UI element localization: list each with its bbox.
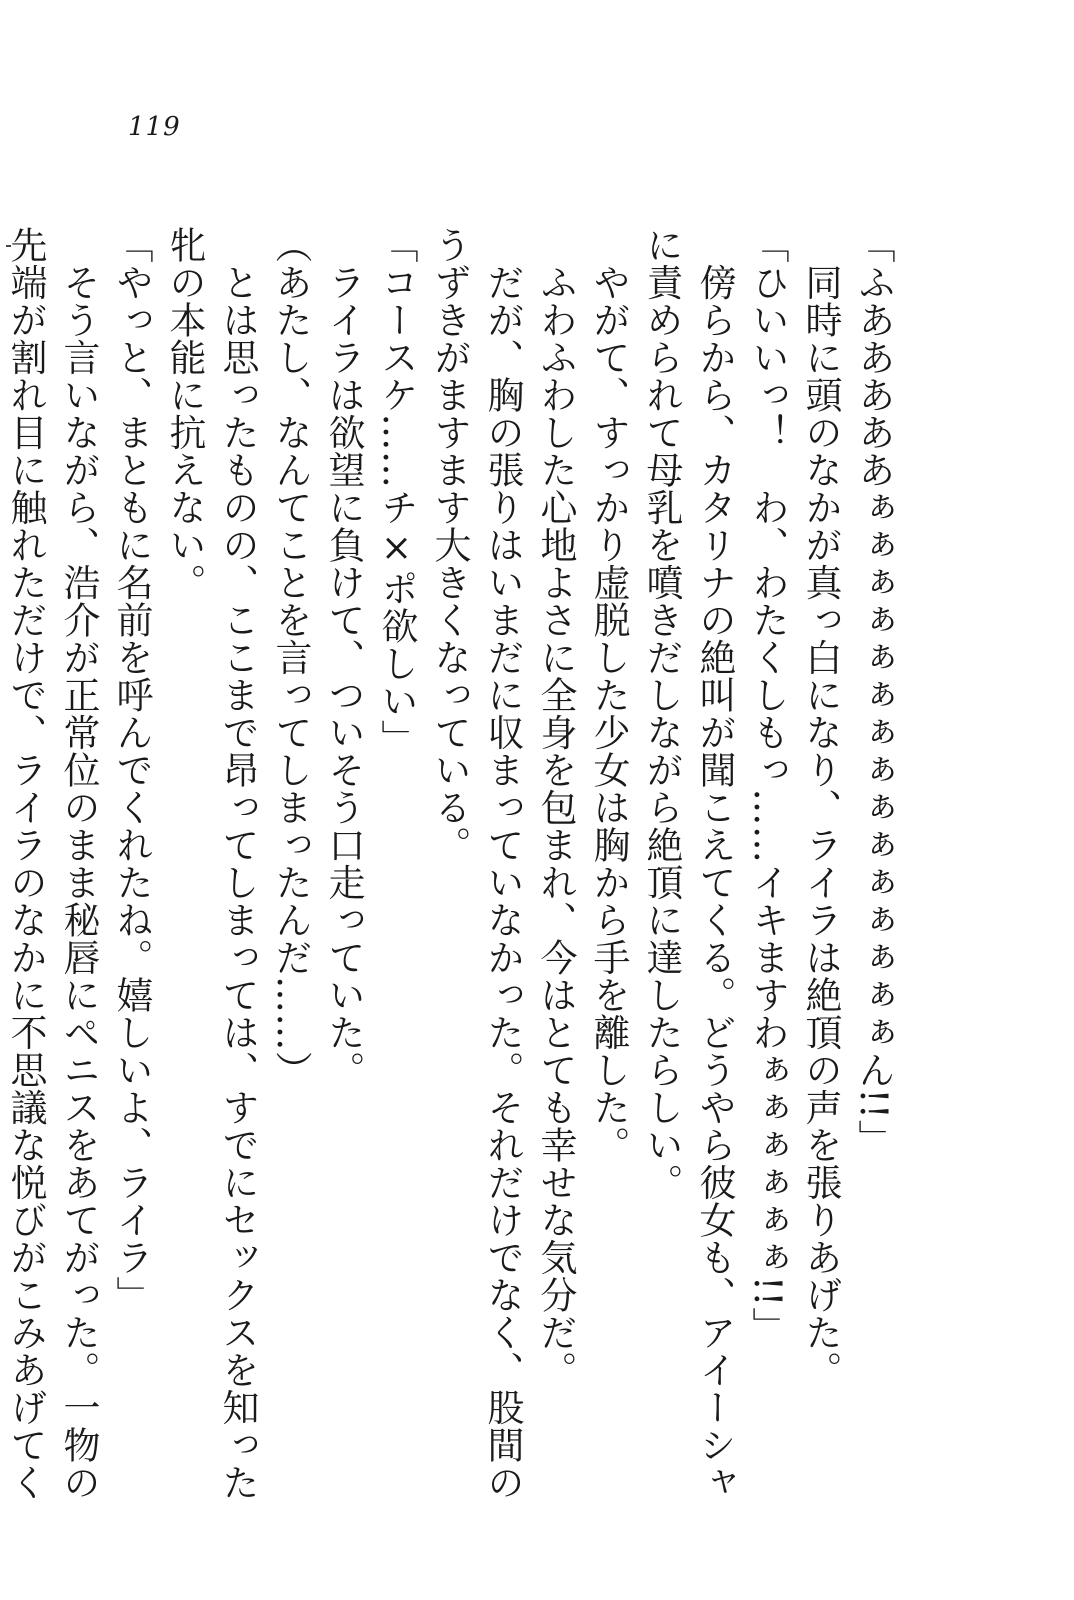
paragraph: 「ひいいっ！ わ、わたくしもっ……イキますわぁぁぁぁぁぁ!!」 (746, 226, 789, 1345)
page-number: 119 (128, 112, 181, 142)
paragraph: ライラは欲望に負けて、ついそう口走っていた。 (322, 226, 365, 1089)
paragraph: やがて、すっかり虚脱した少女は胸から手を離した。 (587, 226, 630, 1164)
paragraph: 傍らから、カタリナの絶叫が聞こえてくる。どうやら彼女も、アイーシャに責められて母乳を噴きだしながら絶頂に達したらしい。 (640, 226, 736, 1501)
paragraph: 「コースケ……チ×ポ欲しい」 (375, 226, 418, 757)
paragraph: 「ふあああああぁぁぁぁぁぁぁぁぁぁぁぁぁぁぁん!!」 (852, 226, 895, 1157)
paragraph: （あたし、なんてことを言ってしまったんだ……） (269, 226, 312, 1089)
paragraph: そう言いながら、浩介が正常位のまま秘唇にペニスをあてがった。一物の先端が割れ目に触れただけで、ライラのなかに不思議な悦びがこみあげてく (4, 226, 100, 1501)
paragraph: 同時に頭のなかが真っ白になり、ライラは絶頂の声を張りあげた。 (799, 226, 842, 1389)
paragraph: ふわふわした心地よさに全身を包まれ、今はとても幸せな気分だ。 (534, 226, 577, 1389)
novel-body-text (4, 226, 900, 1516)
paragraph: だが、胸の張りはいまだに収まっていなかった。それだけでなく、股間のうずきがますます大きくなっている。 (428, 226, 524, 1501)
paragraph: とは思ったものの、ここまで昂ってしまっては、すでにセックスを知った牝の本能に抗えない。 (163, 226, 259, 1501)
paragraph: 「やっと、まともに名前を呼んでくれたね。嬉しいよ、ライラ」 (110, 226, 153, 1314)
